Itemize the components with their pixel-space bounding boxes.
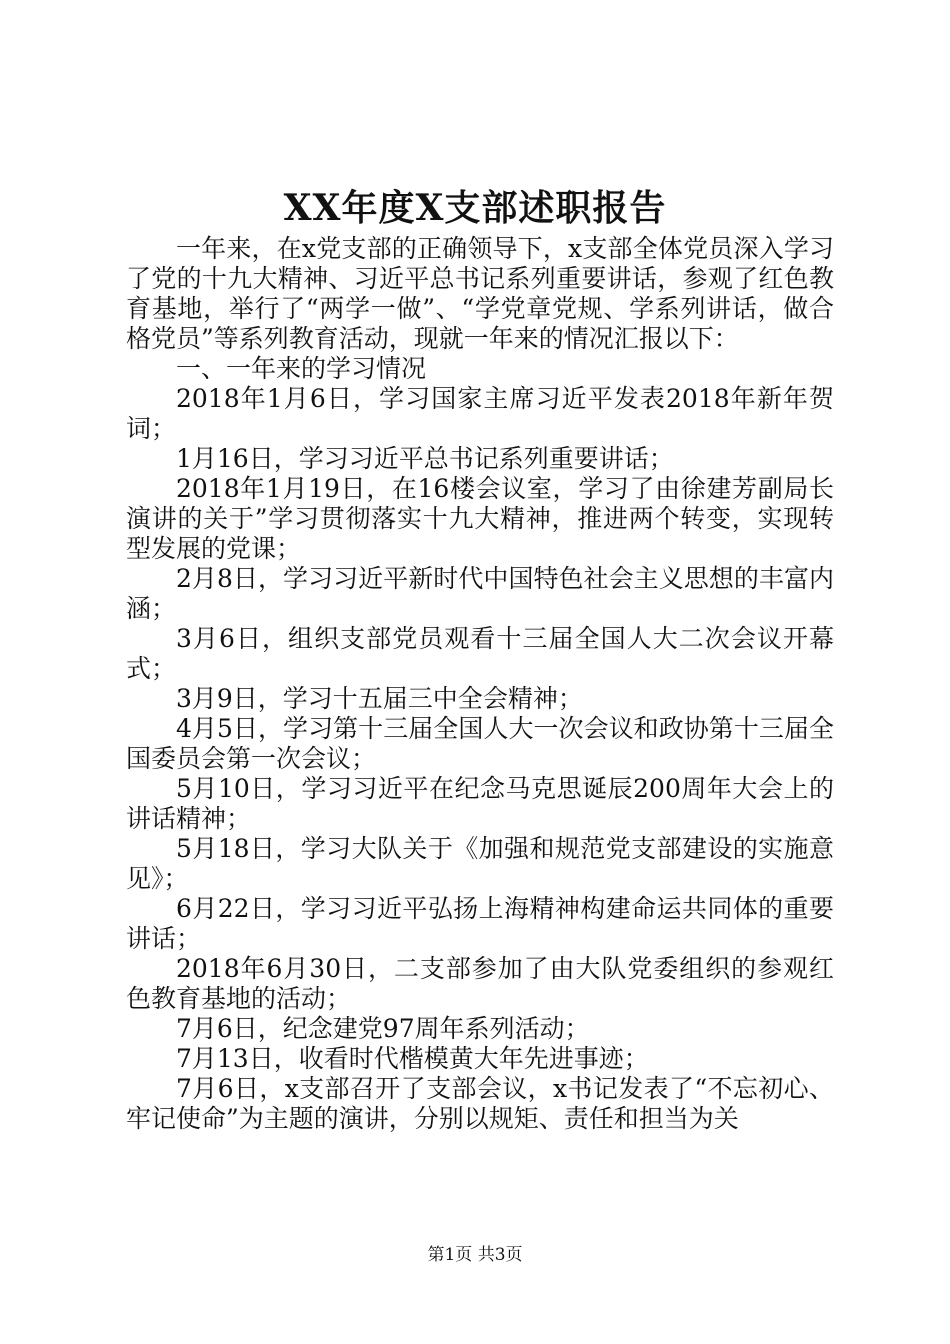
document-title: XX年度X支部述职报告 bbox=[283, 187, 667, 229]
section-heading: 一、一年来的学习情况 bbox=[176, 354, 427, 383]
list-item: 5月10日，学习习近平在纪念马克思诞辰200周年大会上的讲话精神； bbox=[126, 774, 834, 833]
list-item: 7月6日，x支部召开了支部会议，x书记发表了“不忘初心、牢记使命”为主题的演讲，分别以规矩、责任和担当为关 bbox=[126, 1074, 834, 1133]
list-item: 6月22日，学习习近平弘扬上海精神构建命运共同体的重要讲话； bbox=[126, 894, 834, 953]
document-body bbox=[126, 234, 834, 1134]
list-item: 3月9日，学习十五届三中全会精神； bbox=[176, 684, 583, 713]
list-item: 2018年1月19日，在16楼会议室，学习了由徐建芳副局长演讲的关于”学习贯彻落实十九大精神，推进两个转变，实现转型发展的党课； bbox=[126, 474, 834, 563]
intro-paragraph: 一年来，在x党支部的正确领导下，x支部全体党员深入学习了党的十九大精神、习近平总书记系列重要讲话，参观了红色教育基地，举行了“两学一做”、“学党章党规、学系列讲话，做合格党员”等系列教育活动，现就一年来的情况汇报以下： bbox=[126, 234, 834, 353]
list-item: 7月6日，纪念建党97周年系列活动； bbox=[176, 1014, 590, 1043]
list-item: 2018年6月30日，二支部参加了由大队党委组织的参观红色教育基地的活动； bbox=[126, 954, 834, 1013]
list-item: 1月16日，学习习近平总书记系列重要讲话； bbox=[176, 444, 674, 473]
list-item: 5月18日，学习大队关于《加强和规范党支部建设的实施意见》； bbox=[126, 834, 834, 893]
list-item: 7月13日，收看时代楷模黄大年先进事迹； bbox=[176, 1044, 649, 1073]
list-item: 2月8日，学习习近平新时代中国特色社会主义思想的丰富内涵； bbox=[126, 564, 834, 623]
page-footer: 第1页 共3页 bbox=[427, 1245, 523, 1265]
list-item: 4月5日，学习第十三届全国人大一次会议和政协第十三届全国委员会第一次会议； bbox=[126, 714, 834, 773]
list-item: 3月6日，组织支部党员观看十三届全国人大二次会议开幕式； bbox=[126, 624, 834, 683]
list-item: 2018年1月6日，学习国家主席习近平发表2018年新年贺词； bbox=[126, 384, 834, 443]
